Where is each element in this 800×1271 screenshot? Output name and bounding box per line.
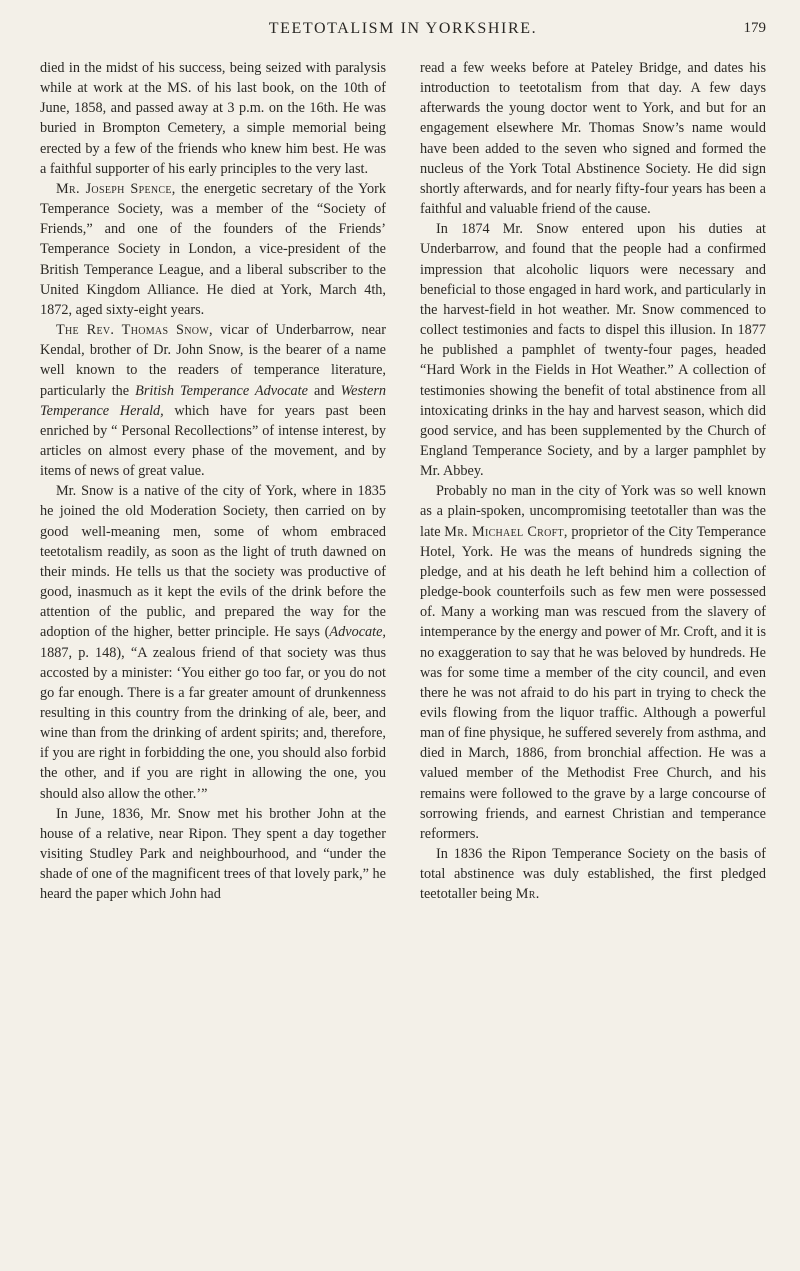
paragraph: The Rev. Thomas Snow, vicar of Underbarrow, near Kendal, brother of Dr. John Snow, is the bearer of a name well known to the readers of temperance literature, particularly the British Temperance Advocate and Western Temperance Herald, which have for years past been enriched by “ Personal Recollections” of intense interest, by articles on almost every phase of the movement, and by items of news of great value. [40, 322, 386, 480]
paragraph: Probably no man in the city of York was so well known as a plain-spoken, uncompromising teetotaller than was the late Mr. Michael Croft, proprietor of the City Temperance Hotel, York. He was the means of hundreds signing the pledge, and at his death he left behind him a collection of pledge-book counterfoils such as few men were possessed of. Many a working man was rescued from the slavery of intemperance by the energy and power of Mr. Croft, and it is no exaggeration to say that he was beloved by hundreds. He was for some time a member of the city council, and even there he was not afraid to do his part in trying to check the evils flowing from the liquor traffic. Although a powerful man of fine physique, he suffered severely from asthma, and died in March, 1886, from bronchial affection. He was a valued member of the Methodist Free Church, and his remains were followed to the grave by a large concourse of sorrowing friends, and earnest Christian and temperance reformers. [420, 483, 766, 842]
paragraph: In 1836 the Ripon Temperance Society on the basis of total abstinence was duly established, the first pledged teetotaller being Mr. [420, 846, 766, 903]
paragraph: In June, 1836, Mr. Snow met his brother John at the house of a relative, near Ripon. They spent a day together visiting Studley Park and neighbourhood, and “under the shade of one of the magnificent trees of that lovely park,” he heard the paper which John had [40, 805, 386, 903]
paragraph: read a few weeks before at Pateley Bridge, and dates his introduction to teetotalism from that day. A few days afterwards the young doctor went to York, and but for an engagement elsewhere Mr. Thomas Snow’s name would have been added to the seven who signed and formed the nucleus of the York Total Abstinence Society. He did sign shortly afterwards, and for nearly fifty-four years has been a faithful and valuable friend of the cause. [420, 60, 766, 218]
running-title: TEETOTALISM IN YORKSHIRE. [268, 20, 538, 37]
text-columns [40, 58, 766, 1263]
publication-title: British Temperance Advocate [135, 382, 308, 399]
person-name: Mr. Joseph Spence, [56, 180, 176, 197]
left-column [40, 58, 386, 1263]
person-name: The Rev. Thomas Snow, [56, 322, 213, 339]
publication-title: Advocate, [329, 624, 386, 641]
person-name: Mr. [515, 886, 540, 903]
person-name: Mr. Michael Croft, [444, 523, 568, 540]
right-column [420, 58, 766, 1263]
publication-title: Western Temperance Herald, [40, 382, 386, 419]
paragraph: died in the midst of his success, being seized with paralysis while at work at the MS. of his last book, on the 10th of June, 1858, and passed away at 3 p.m. on the 16th. He was buried in Brompton Cemetery, a simple memorial being erected by a few of the friends who knew him best. He was a faithful supporter of his early principles to the very last. [40, 60, 386, 177]
paragraph: In 1874 Mr. Snow entered upon his duties at Underbarrow, and found that the people had a confirmed impression that alcoholic liquors were necessary and beneficial to those engaged in hard work, and particularly in the harvest-field in hot weather. Mr. Snow commenced to collect testimonies and facts to dispel this illusion. In 1877 he published a pamphlet of twenty-four pages, headed “Hard Work in the Fields in Hot Weather.” A collection of testimonies showing the benefit of total abstinence from all intoxicating drinks in the hay and harvest season, which did good service, and has been supplemented by the Church of England Temperance Society, and by a larger pamphlet by Mr. Abbey. [420, 221, 766, 480]
paragraph: Mr. Snow is a native of the city of York, where in 1835 he joined the old Moderation Society, then carried on by good well-meaning men, some of whom embraced teetotalism readily, as soon as the light of truth dawned on their minds. He tells us that the society was productive of good, inasmuch as it kept the evils of the drink before the attention of the public, and prepared the way for the adoption of the higher, better principle. He says (Advocate, 1887, p. 148), “A zealous friend of that society was thus accosted by a minister: ‘You either go too far, or you do not go far enough. There is a far greater amount of drunkenness resulting in this country from the drinking of ale, beer, and wine than from the drinking of ardent spirits; and, therefore, if you are right in forbidding the one, you should also forbid the other, and if you are right in allowing the one, you should also allow the other.’” [40, 483, 386, 802]
running-head [40, 20, 766, 48]
paragraph: Mr. Joseph Spence, the energetic secretary of the York Temperance Society, was a member of the “Society of Friends,” and one of the founders of the Friends’ Temperance Society in London, a vice-president of the British Temperance League, and a liberal subscriber to the United Kingdom Alliance. He died at York, March 4th, 1872, aged sixty-eight years. [40, 180, 386, 318]
page-number: 179 [743, 20, 766, 36]
